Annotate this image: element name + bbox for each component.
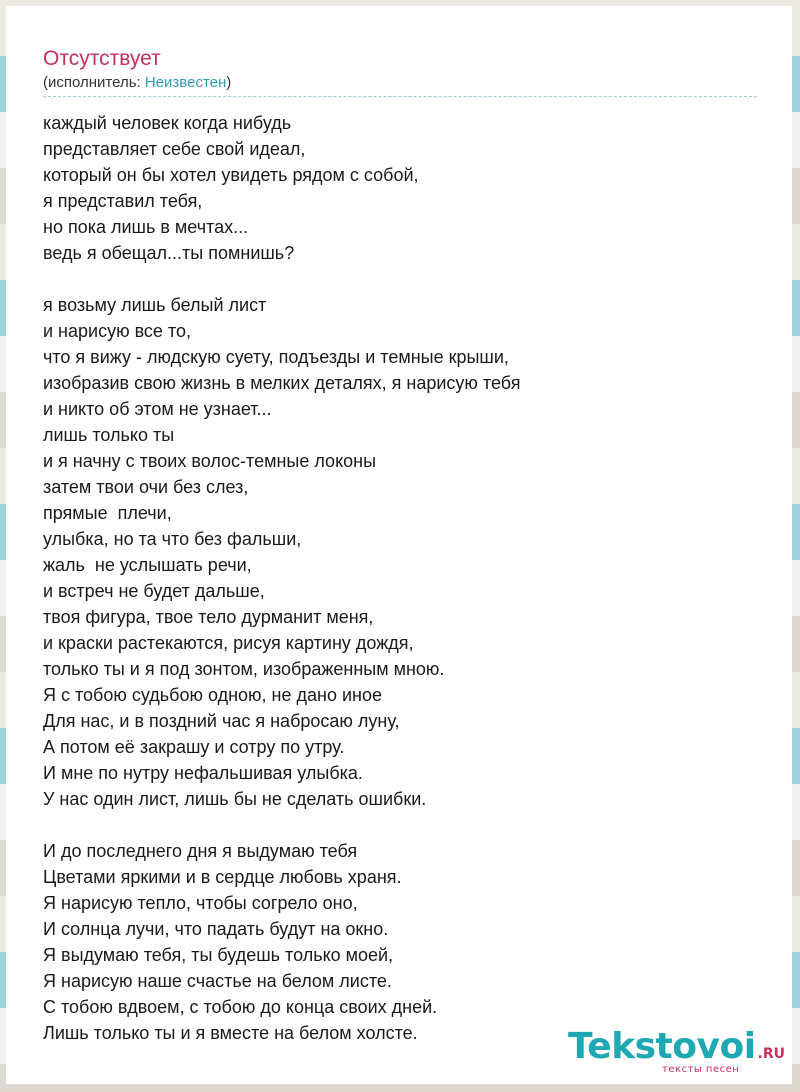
lyric-line: твоя фигура, твое тело дурманит меня, xyxy=(43,607,374,627)
performer-prefix: (исполнитель: xyxy=(43,74,145,91)
lyric-line: представляет себе свой идеал, xyxy=(43,139,306,159)
lyric-line: У нас один лист, лишь бы не сделать ошибки. xyxy=(43,789,427,809)
performer-name-link[interactable]: Неизвестен xyxy=(144,74,227,91)
lyric-line: И до последнего дня я выдумаю тебя xyxy=(43,841,358,861)
lyric-line: улыбка, но та что без фальши, xyxy=(43,529,302,549)
lyric-line: и я начну с твоих волос-темные локоны xyxy=(43,451,377,471)
lyric-line: И мне по нутру нефальшивая улыбка. xyxy=(43,763,363,783)
song-title: Отсутствует xyxy=(43,47,161,70)
performer-suffix: ) xyxy=(226,74,232,91)
lyric-line: изобразив свою жизнь в мелких деталях, я нарисую тебя xyxy=(43,373,521,393)
lyric-line: И солнца лучи, что падать будут на окно. xyxy=(43,919,389,939)
lyric-line: Лишь только ты и я вместе на белом холсте. xyxy=(43,1023,418,1043)
logo-brand: Tekstovoi xyxy=(568,1026,756,1067)
lyric-line: прямые плечи, xyxy=(43,503,172,523)
lyrics-card xyxy=(6,6,792,1084)
lyric-line: А потом её закрашу и сотру по утру. xyxy=(43,737,345,757)
lyric-line: Я выдумаю тебя, ты будешь только моей, xyxy=(43,945,394,965)
lyric-line: что я вижу - людскую суету, подъезды и темные крыши, xyxy=(43,347,509,367)
lyric-line: только ты и я под зонтом, изображенным мною. xyxy=(43,659,445,679)
lyric-line: ведь я обещал...ты помнишь? xyxy=(43,243,295,263)
lyric-line: лишь только ты xyxy=(43,425,175,445)
site-logo[interactable] xyxy=(568,1027,788,1081)
lyric-line: я представил тебя, xyxy=(43,191,203,211)
lyric-line: затем твои очи без слез, xyxy=(43,477,249,497)
lyric-line xyxy=(43,266,763,292)
lyrics-text xyxy=(43,110,763,1046)
lyric-line: Цветами яркими и в сердце любовь храня. xyxy=(43,867,402,887)
lyric-line: жаль не услышать речи, xyxy=(43,555,252,575)
title-divider xyxy=(43,96,757,97)
lyric-line: и никто об этом не узнает... xyxy=(43,399,272,419)
logo-tagline: тексты песен xyxy=(662,1064,740,1075)
lyric-line: я возьму лишь белый лист xyxy=(43,295,267,315)
lyric-line: Я с тобою судьбою одною, не дано иное xyxy=(43,685,382,705)
lyric-line: и нарисую все то, xyxy=(43,321,191,341)
lyric-line: С тобою вдвоем, с тобою до конца своих дней. xyxy=(43,997,438,1017)
lyric-line: и встреч не будет дальше, xyxy=(43,581,265,601)
lyric-line: Я нарисую наше счастье на белом листе. xyxy=(43,971,392,991)
lyric-line: и краски растекаются, рисуя картину дождя, xyxy=(43,633,414,653)
lyric-line: каждый человек когда нибудь xyxy=(43,113,292,133)
logo-tld: .RU xyxy=(757,1046,786,1062)
lyric-line: но пока лишь в мечтах... xyxy=(43,217,249,237)
performer-line xyxy=(43,73,231,93)
lyric-line: Я нарисую тепло, чтобы согрело оно, xyxy=(43,893,358,913)
lyric-line xyxy=(43,812,763,838)
lyric-line: Для нас, и в поздний час я набросаю луну, xyxy=(43,711,400,731)
lyric-line: который он бы хотел увидеть рядом с собой, xyxy=(43,165,419,185)
